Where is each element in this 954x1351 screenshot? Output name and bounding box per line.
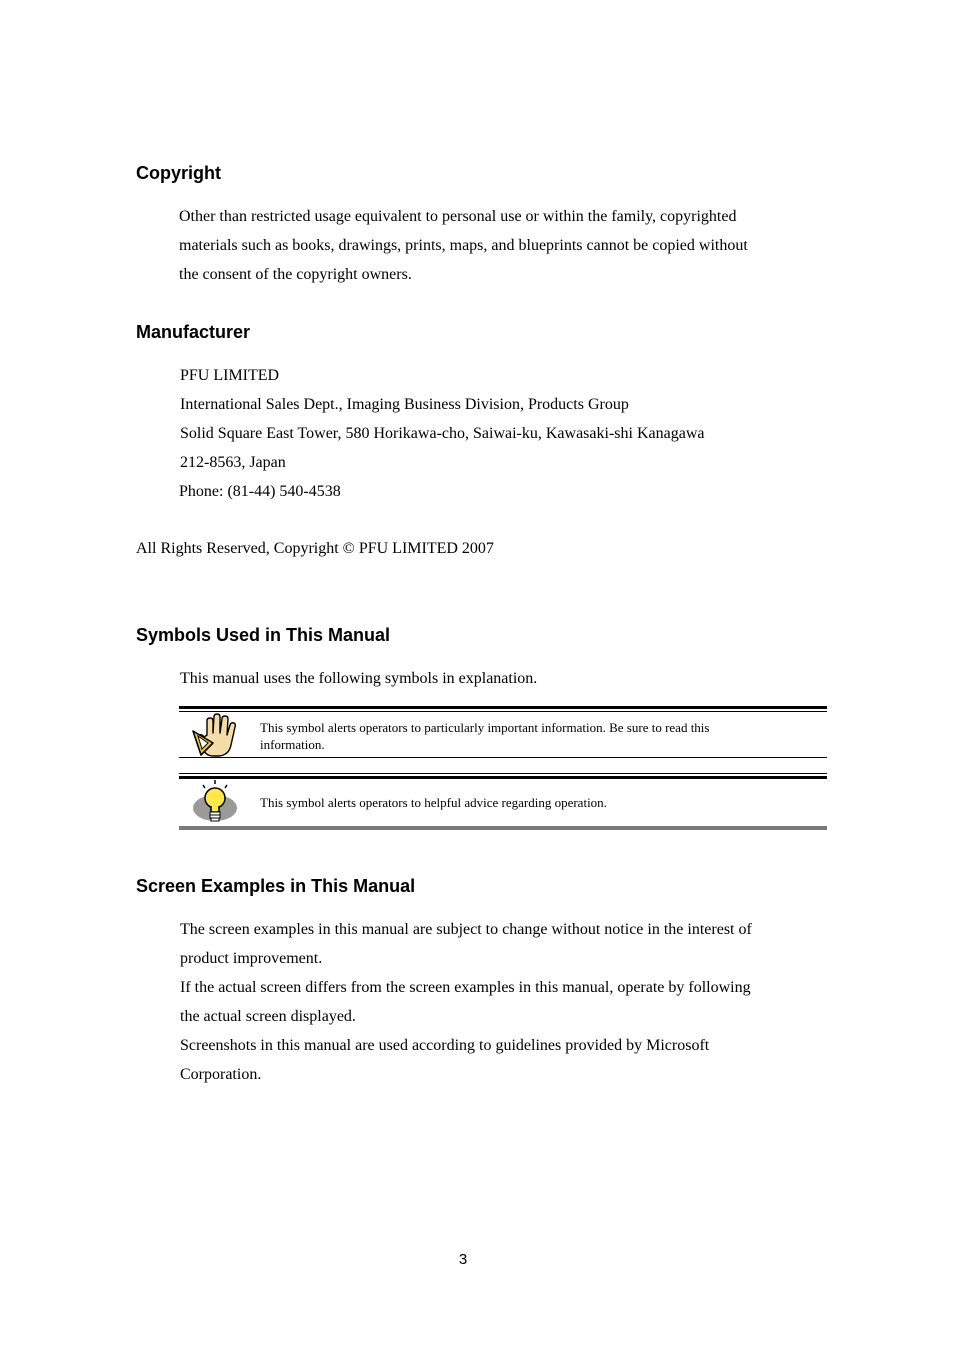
symbols-table-top-rule-thin <box>179 711 827 712</box>
screen-examples-line: product improvement. <box>180 950 323 967</box>
symbols-row-divider <box>179 757 827 758</box>
manufacturer-address <box>180 361 704 506</box>
manufacturer-name: PFU LIMITED <box>180 367 280 384</box>
hint-lightbulb-icon <box>189 780 241 826</box>
copyright-line: the consent of the copyright owners. <box>179 266 412 283</box>
attention-symbol-description <box>260 719 820 753</box>
rights-statement: All Rights Reserved, Copyright © PFU LIMITED 2007 <box>136 540 494 557</box>
page-number: 3 <box>458 1251 468 1268</box>
copyright-heading: Copyright <box>136 163 221 183</box>
screen-examples-line: If the actual screen differs from the screen examples in this manual, operate by following <box>180 979 751 996</box>
hint-symbol-description <box>260 794 820 811</box>
manufacturer-phone: Phone: (81-44) 540-4538 <box>179 483 341 500</box>
symbols-table-top-rule <box>179 706 827 709</box>
manufacturer-heading: Manufacturer <box>136 322 251 342</box>
attention-text-line: information. <box>260 737 325 752</box>
manufacturer-street: Solid Square East Tower, 580 Horikawa-cho, Saiwai-ku, Kawasaki-shi Kanagawa <box>180 425 705 442</box>
symbols-intro: This manual uses the following symbols in explanation. <box>180 670 538 687</box>
screen-examples-line: Screenshots in this manual are used according to guidelines provided by Microsoft <box>180 1037 710 1054</box>
copyright-line: materials such as books, drawings, prints, maps, and blueprints cannot be copied without <box>179 237 748 254</box>
manufacturer-department: International Sales Dept., Imaging Business Division, Products Group <box>180 396 629 413</box>
screen-examples-line: The screen examples in this manual are subject to change without notice in the interest of <box>180 921 752 938</box>
symbols-row-divider-thick <box>179 776 827 779</box>
screen-examples-paragraph <box>180 915 752 1089</box>
screen-examples-line: the actual screen displayed. <box>180 1008 356 1025</box>
screen-examples-line: Corporation. <box>180 1066 262 1083</box>
attention-text-line: This symbol alerts operators to particularly important information. Be sure to read this <box>260 720 710 735</box>
symbols-row-divider-thin <box>179 773 827 774</box>
hint-text-line: This symbol alerts operators to helpful advice regarding operation. <box>260 795 607 810</box>
symbols-heading: Symbols Used in This Manual <box>136 625 391 645</box>
symbols-table-bottom-rule <box>179 826 827 830</box>
attention-hand-icon <box>189 713 241 759</box>
manufacturer-postal: 212-8563, Japan <box>180 454 286 471</box>
copyright-paragraph <box>179 202 748 289</box>
copyright-line: Other than restricted usage equivalent to personal use or within the family, copyrighted <box>179 208 737 225</box>
symbols-table <box>179 706 827 834</box>
screen-examples-heading: Screen Examples in This Manual <box>136 876 416 896</box>
